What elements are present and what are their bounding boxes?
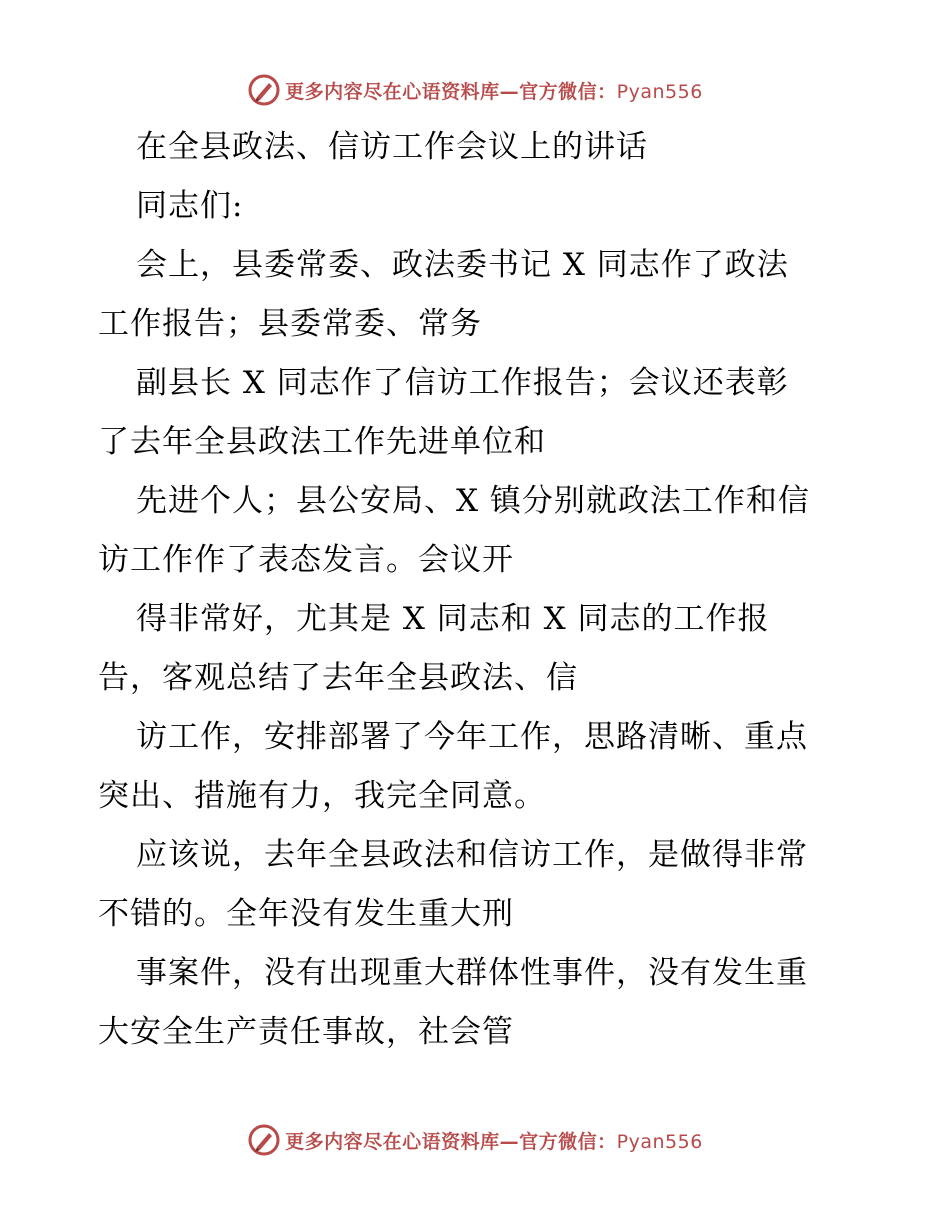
- header-banner: [0, 70, 950, 110]
- banner-text-cn: 更多内容尽在心语资料库—官方微信：: [285, 1130, 617, 1153]
- text-line: 工作报告；县委常委、常务: [98, 306, 482, 342]
- text-line: 访工作，安排部署了今年工作，思路清晰、重点: [136, 719, 808, 755]
- document-body: [98, 118, 858, 1062]
- footer-banner: [0, 1120, 950, 1160]
- pen-logo-icon: [247, 1123, 281, 1157]
- text-line: 事案件，没有出现重大群体性事件，没有发生重: [136, 955, 808, 991]
- banner-wechat-id: Pyan556: [616, 80, 703, 103]
- banner-wechat-id: Pyan556: [616, 1130, 703, 1153]
- text-line: 先进个人；县公安局、X 镇分别就政法工作和信: [136, 483, 810, 519]
- text-line: 会上，县委常委、政法委书记 X 同志作了政法: [136, 247, 789, 283]
- text-line: 得非常好，尤其是 X 同志和 X 同志的工作报: [136, 601, 770, 637]
- text-line: 同志们:: [136, 188, 244, 224]
- text-line: 突出、措施有力，我完全同意。: [98, 778, 546, 814]
- text-line: 不错的。全年没有发生重大刑: [98, 896, 514, 932]
- text-line: 大安全生产责任事故，社会管: [98, 1014, 514, 1050]
- text-line: 告，客观总结了去年全县政法、信: [98, 660, 578, 696]
- banner-text: [285, 1127, 703, 1154]
- text-line: 在全县政法、信访工作会议上的讲话: [136, 129, 648, 165]
- pen-logo-icon: [247, 73, 281, 107]
- text-line: 应该说，去年全县政法和信访工作，是做得非常: [136, 837, 808, 873]
- banner-text-cn: 更多内容尽在心语资料库—官方微信：: [285, 80, 617, 103]
- text-line: 副县长 X 同志作了信访工作报告；会议还表彰: [136, 365, 789, 401]
- text-line: 访工作作了表态发言。会议开: [98, 542, 514, 578]
- banner-text: [285, 77, 703, 104]
- text-line: 了去年全县政法工作先进单位和: [98, 424, 546, 460]
